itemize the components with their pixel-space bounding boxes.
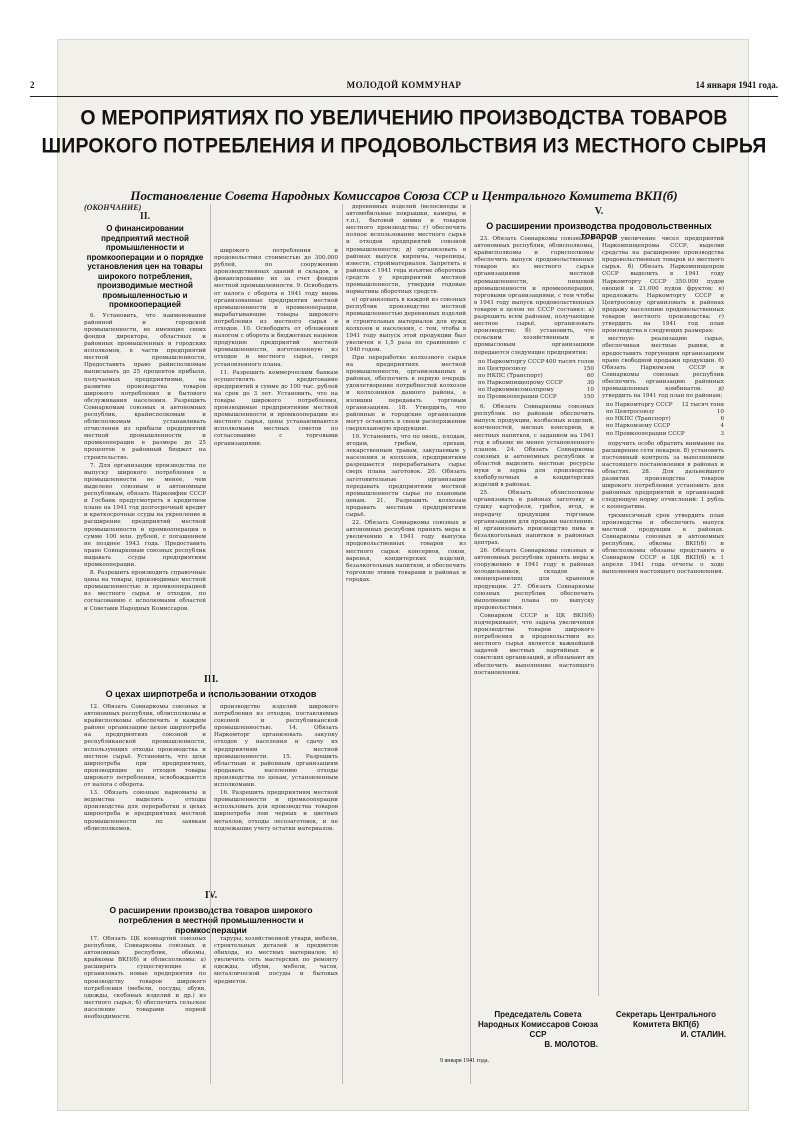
section-5-number: V. xyxy=(594,206,604,217)
paragraph: 8. Разрешить производить справочные цены на товары, производимые местной промышленностью и промкооперацией из местного сырья и отходов, по согласованию с исполкомами областей и Советами Народных Комиссаров. xyxy=(84,570,206,612)
list-item: по Наркомзему СССР 4 xyxy=(606,423,724,430)
column-divider xyxy=(470,204,471,1084)
paragraph: 11. Разрешить коммерческим банкам осуществлять кредитование предприятий в сумме до 100 тыс. рублей на срок до 3 лет. Установить, что на товары широкого потребления, производимые предприятиями местной промышленности и промкооперации из местного сырья, цены устанавливаются исполкомами местных советов по согласованию с торговыми организациями. xyxy=(214,369,338,447)
list-item: по НКПС (Транспорт) 6 xyxy=(606,416,724,423)
column-2-bottom xyxy=(214,936,338,1086)
paragraph: При переработке колхозного сырья на предприятиях местной промышленности, организованных в районах, обеспечить в первую очередь удовлетворение потребностей колхозов и колхозников данного района, а излишки передавать торговым организациям. 18. Утвердить, что районные и городские организации могут оставлять в своем распоряжении сверхплановую продукцию. xyxy=(346,354,466,432)
section-4-title: О расширении производства товаров широкого потребления в местной промышленности и промкооперации xyxy=(109,905,313,935)
paragraph: Совнарком СССР и ЦК ВКП(б) подчеркивают, что задача увеличения производства товаров широкого потребления и продовольствия из местного сырья является важнейшей задачей местных партийных и советских организаций, и обязывают их обеспечить выполнение настоящего постановления. xyxy=(474,612,594,676)
section-4-number: IV. xyxy=(204,890,218,901)
paragraph: на увеличение чисел предприятий Наркомпищепрома СССР, выделив средства на расширение производства продовольственных товаров из местного сырья. б) Обязать Наркомпищепром СССР выделить в 1941 году Наркомторгу СССР 350.000 пудов овощей и 21.000 пудов фруктов; в) предложить Наркомторгу СССР и Центросоюзу организовать в районах продажу населению продовольственных товаров местного производства; г) утвердить на 1941 год план производства в следующих размерах: xyxy=(602,236,724,335)
signature-date: 9 января 1941 года. xyxy=(440,1058,490,1064)
column-divider xyxy=(342,204,343,1084)
list-item: по Наркомторгу СССР 400 тысяч голов xyxy=(478,358,594,365)
section-2-title: О финансировании предприятий местной промышленности и промкооперации и о порядке установления цен на товары широкого потребления, производимые местной промышленностью и промкооперацией xyxy=(86,224,204,310)
page-number: 2 xyxy=(30,80,35,90)
column-3 xyxy=(346,204,466,1084)
paragraph: поручить особо обратить внимание на расширение сети пекарен. 8) установить постоянный контроль за выполнением настоящего постановления в районах и областях. 28. Для дальнейшего развития производства товаров широкого потребления установить для районных предприятий и организаций следующую норму отчислений: 1 рубль с кооператива. xyxy=(602,440,724,511)
paragraph: 12. Обязать Совнаркомы союзных и автономных республик, облисполкомы и крайисполкомы обеспечить в каждом районе организацию цехов ширпотреба на предприятиях союзной и республиканской промышленности, использующих отходы производства и местное сырьё. Установить, что цехи ширпотреба при предприятиях, производящие из отходов товары широкого потребления, освобождаются от налога с оборота. xyxy=(84,704,206,789)
list-item: по Наркомторгу СССР 12 тысяч тонн xyxy=(606,402,724,409)
section-3-header xyxy=(84,672,338,702)
signature-left-name: В. МОЛОТОВ. xyxy=(544,1040,598,1049)
list-item: по Промкооперации СССР 150 xyxy=(478,394,594,401)
section-5-title: О расширении производства продовольственных товаров xyxy=(486,221,712,241)
paragraph: 22. Обязать Совнаркомы союзных и автономных республик принять меры к увеличению в 1941 году выпуска продовольственных товаров из местного сырья: консервов, соков, варенья, кондитерских изделий, безалкогольных напитков, и обеспечить торговлю этими товарами в районах и городах. xyxy=(346,520,466,583)
list-item: по Наркомпищепрому СССР 30 xyxy=(478,379,594,386)
paragraph: 6. Установить, что наименования районной и городской промышленности, не имеющие своих фондов директора, областных и районных промышленных и городских исполкомов, в части предприятий местной промышленности, Предоставить право райисполкомам выписывать до 25 процентов прибыли, получаемых предприятиями, на развитие производства товаров широкого потребления и бытового обслуживания населения. Разрешить Совнаркомам союзных и автономных республик, крайисполкомам и облисполкомам устанавливать отчисления из прибыли предприятий местной промышленности и промкооперации в размере до 25 процентов в районный бюджет на строительство. xyxy=(84,312,206,461)
paragraph: 25. Обязать облисполкомы организовать в районах заготовку и сушку картофеля, грибов, ягод, и передачу продукции торговым организациям для продажи населению. в) организовать производство пива и безалкогольных напитков в районных центрах. xyxy=(474,490,594,546)
continued-label: (ОКОНЧАНИЕ) xyxy=(84,204,142,212)
issue-date: 14 января 1941 года. xyxy=(695,80,778,90)
paragraph: е) организовать в каждой из союзных республик производство местной промышленностью деревянных изделий и строительных материалов для нужд колхозов и населения, с тем, чтобы в 1941 году выпуск этой продукции был увеличен в 1,5 раза по сравнению с 1940 годом. xyxy=(346,297,466,353)
section-2-number: II. xyxy=(139,211,151,223)
paragraph: 13. Обязать союзные наркоматы и ведомства выделять отходы производства для переработки в цехах ширпотреба и предприятиях местной промышленности по заявкам облисполкомов. xyxy=(84,790,206,832)
column-2-lower xyxy=(214,704,338,884)
paragraph: 26. Обязать Совнаркомы союзных и автономных республик принять меры к сооружению в 1941 году в районах холодильников, складов и овощехранилищ для хранения продукции. 27. Обязать Совнаркомы союзных республик обеспечить выполнение плана по выпуску продовольствия. xyxy=(474,548,594,611)
paragraph: 17. Обязать ЦК компартий союзных республик, Совнаркомы союзных и автономных республик, обкомы, крайкомы ВКП(б) и облисполкомы: а) расширить существующие и организовать новые предприятия по производству товаров широкого потребления (мебели, посуды, обуви, одежды, скобяных изделий и др.) из местного сырья; б) обеспечить сельское население товарами первой необходимости. xyxy=(84,936,206,1021)
paragraph: производство изделий широкого потребления из отходов, поставляемых союзной и республиканской промышленностью. 14. Обязать Наркомторг организовать закупку отходов у населения и сдачу их предприятиям местной промышленности. 15. Разрешить областным и районным организациям продавать населению отходы производства по ценам, установленным исполкомами. xyxy=(214,704,338,789)
paragraph: 16. Разрешить предприятиям местной промышленности и промкооперации использовать для производства товаров ширпотреба лом черных и цветных металлов, отходы лесозаготовок, и не подлежащие учету остатки материалов. xyxy=(214,790,338,832)
column-2 xyxy=(214,248,338,718)
column-1-bottom xyxy=(84,936,206,1086)
paragraph: таруры, хозяйственной утвари, мебели, строительных деталей и предметов обихода, из местных материалов; в) увеличить сеть мастерских по ремонту одежды, обуви, мебели, часов, металлической посуды и бытовых предметов. xyxy=(214,936,338,985)
paragraph: трехмесячный срок утвердить план производства и обеспечить выпуск местной продукции в районах. Совнаркомы союзных и автономных республик, обкомы ВКП(б) и облисполкомы обязаны представить в Совнарком СССР и ЦК ВКП(б) к 1 апреля 1941 года отчеты о ходе выполнения настоящего постановления. xyxy=(602,512,724,576)
list-item: по Центросоюзу 10 xyxy=(606,409,724,416)
page-header xyxy=(30,80,778,94)
signature-left xyxy=(478,1010,598,1050)
signature-right-name: И. СТАЛИН. xyxy=(680,1030,726,1039)
list-item: по Центросоюзу 150 xyxy=(478,365,594,372)
column-1-lower xyxy=(84,704,206,884)
organization-list-1 xyxy=(478,359,594,402)
section-3-title: О цехах ширпотреба и использовании отходов xyxy=(105,689,317,699)
paragraph: 7. Для организации производства по выпуску широкого потребления в промышленности не менее, чем выделено союзным и автономным республикам, обязать Наркомфин СССР и Госбанк предусмотреть в кредитном плане на 1941 год долгосрочный кредит и краткосрочные ссуды на укрепление и расширение предприятий местной промышленности и промкооперации в сумме 100 млн. рублей, с погашением не позднее 1943 года. Предоставить право Совнаркомам союзных республик выдавать ссуды предприятиям промкооперации. xyxy=(84,462,206,568)
column-5 xyxy=(602,236,724,1006)
section-4-header xyxy=(84,888,338,938)
subheadline: Постановление Совета Народных Комиссаров Союза ССР и Центрального Комитета ВКП(б) xyxy=(130,188,678,203)
paragraph: 23. Обязать Совнаркомы союзных и автономных республик, облисполкомы, крайисполкомы и горисполкомы обеспечить выпуск продовольственных товаров из местного сырья организациями местной промышленности, пищевой промышленности и промкооперации, торговыми организациями, с тем чтобы в 1941 году выпуск продовольственных товаров в целом по СССР составил: а) разрешить всем районам, получающим местное сырьё, организовать производство; б) установить, что сельским хозяйственным и промысловым организациям передаются следующие предприятия: xyxy=(474,236,594,356)
column-divider xyxy=(598,236,599,996)
masthead: МОЛОДОЙ КОММУНАР xyxy=(346,80,462,90)
signature-right-title: Секретарь Центрального Комитета ВКП(б) xyxy=(615,1010,717,1029)
list-item: по Наркоммясомолпрому 10 xyxy=(478,386,594,393)
signature-left-title: Председатель Совета Народных Комиссаров Союза ССР xyxy=(478,1010,598,1039)
paragraph: деревянных изделий (велосипеды и автомобильные покрышки, камеры, и т.п.), бытовой химии и товаров местного производства; г) обеспечить полное использование местного сырья и отходов предприятий союзной промышленности; д) организовать в районах выпуск кирпича, черепицы, извести, стройматериалов. Запретить в районах с 1941 года изъятие оборотных средств у предприятий местной промышленности, утвердив годовые нормативы оборотных средств. xyxy=(346,204,466,296)
paragraph: 19. Установить, что по овощ., плодам, ягодам, грибам, орехам, лекарственным травам, закупаемым у населения и колхозов, предприятиям разрешается перерабатывать сырье сверх плана заготовок. 20. Обязать заготовительные организации передавать предприятиям местной промышленности сырье по плановым ценам. 21. Разрешить колхозам продавать местным предприятиям сырьё. xyxy=(346,434,466,519)
column-4 xyxy=(474,236,594,1006)
column-divider xyxy=(210,204,211,1084)
section-3-number: III. xyxy=(203,674,219,685)
paragraph: 6. Обязать Совнаркомы союзных республик по районам обеспечить выпуск продукции, колбасных изделий, копченостей, мясных консервов, и местных напитков, с заданием на 1941 год в объеме не менее установленного планом. 24. Обязать Совнаркомы союзных и автономных республик и областей выделить местные ресурсы муки и зерна для производства хлебобулочных и кондитерских изделий в районах. xyxy=(474,404,594,489)
paragraph: местную реализацию сырья, обеспечивая местные рынки, и предоставить торгующим организациям право свободной продажи продукции. 6) Обязать Наркомзем СССР и Совнаркомы союзных республик обеспечить организацию районных промышленных комбинатов. д) утвердить на 1941 год план по районам: xyxy=(602,336,724,400)
paragraph: широкого потребления и продовольствия стоимостью до 300.000 рублей, по сооружению производственных зданий и складов, и финансирование их за счет фондов местной промышленности. 9. Освободить от налога с оборота в 1941 году вновь организованные предприятия местной промышленности и промкооперации, вырабатывающие товары широкого потребления из местного сырья и отходов. 10. Освободить от обложения налогом с оборота и бюджетных наценок продукцию предприятий местной промышленности, изготовленную из отходов и местного сырья, сверх установленного плана. xyxy=(214,248,338,368)
headline: О МЕРОПРИЯТИЯХ ПО УВЕЛИЧЕНИЮ ПРОИЗВОДСТВА ТОВАРОВ ШИРОКОГО ПОТРЕБЛЕНИЯ И ПРОДОВОЛЬСТВИЯ ИЗ МЕСТНОГО СЫРЬЯ xyxy=(41,106,767,158)
organization-list-2 xyxy=(606,402,724,437)
list-item: по Промкооперации СССР 3 xyxy=(606,430,724,437)
list-item: по НКПС (Транспорт) 60 xyxy=(478,372,594,379)
signature-right xyxy=(606,1010,726,1040)
header-rule xyxy=(30,96,778,97)
